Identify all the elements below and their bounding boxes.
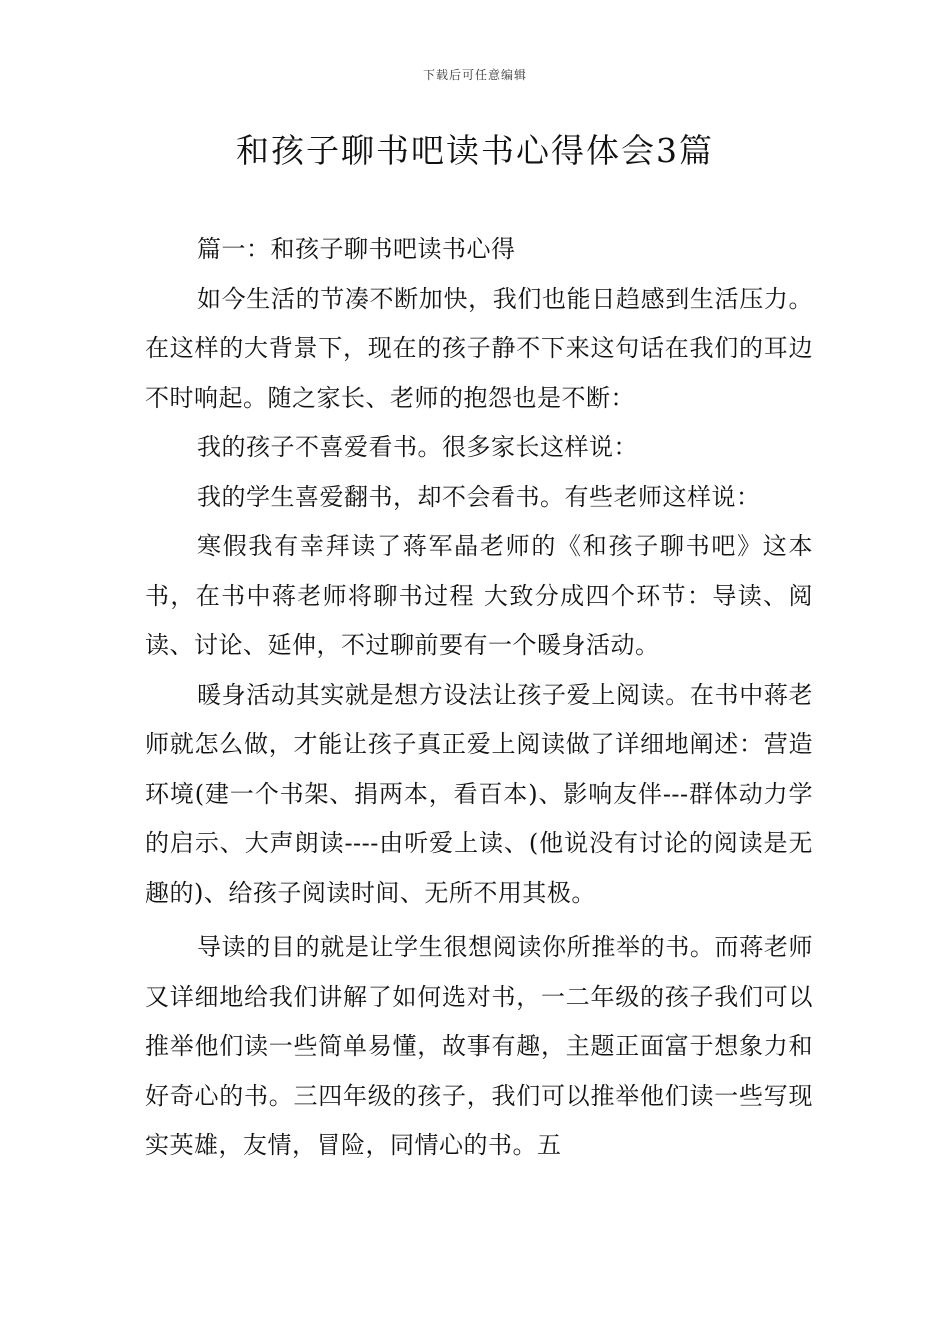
- body-paragraph: 如今生活的节凑不断加快，我们也能日趋感到生活压力。在这样的大背景下，现在的孩子静不下来这句话在我们的耳边不时响起。随之家长、老师的抱怨也是不断：: [145, 284, 813, 412]
- body-paragraph: 寒假我有幸拜读了蒋军晶老师的《和孩子聊书吧》这本书，在书中蒋老师将聊书过程 大致分成四个环节：导读、阅读、讨论、延伸，不过聊前要有一个暖身活动。: [145, 532, 813, 659]
- header-note: 下载后可任意编辑: [422, 68, 527, 82]
- body-paragraph: 导读的目的就是让学生很想阅读你所推举的书。而蒋老师又详细地给我们讲解了如何选对书，一二年级的孩子我们可以推举他们读一些简单易懂，故事有趣，主题正面富于想象力和好奇心的书。三四年级的孩子，我们可以推举他们读一些写现实英雄，友情，冒险，同情心的书。五: [145, 933, 813, 1159]
- document-body: [145, 225, 813, 1171]
- document-title: 和孩子聊书吧读书心得体会3篇: [236, 131, 714, 170]
- body-paragraph: 暖身活动其实就是想方设法让孩子爱上阅读。在书中蒋老师就怎么做，才能让孩子真正爱上阅读做了详细地阐述：营造环境(建一个书架、捐两本，看百本)、影响友伴---群体动力学的启示、大声朗读----由听爱上读、(他说没有讨论的阅读是无趣的)、给孩子阅读时间、无所不用其极。: [145, 680, 813, 907]
- section-heading: 篇一：和孩子聊书吧读书心得: [197, 235, 516, 263]
- body-paragraph: 我的孩子不喜爱看书。很多家长这样说：: [197, 433, 638, 461]
- body-paragraph: 我的学生喜爱翻书，却不会看书。有些老师这样说：: [197, 482, 761, 511]
